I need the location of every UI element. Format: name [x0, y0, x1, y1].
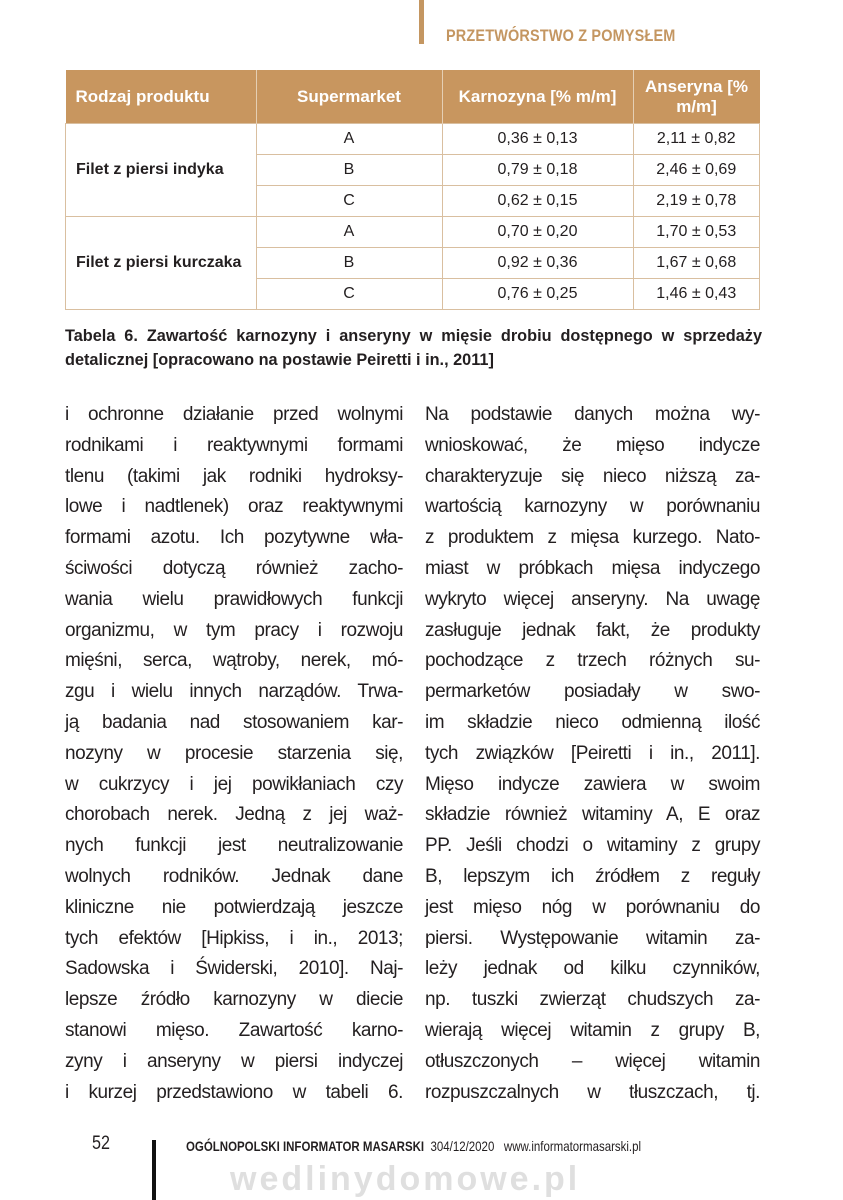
text-line: Mięso indycze zawiera w swoim [425, 773, 760, 795]
magazine-name: OGÓLNOPOLSKI INFORMATOR MASARSKI [186, 1138, 425, 1154]
col-header-supermarket: Supermarket [256, 70, 442, 124]
text-column-right [425, 400, 760, 1108]
text-line: wnioskować, że mięso indycze [425, 434, 760, 456]
footer [186, 1138, 641, 1154]
watermark: wedlinydomowe.pl [230, 1160, 581, 1198]
text-line: organizmu, w tym pracy i rozwoju [65, 619, 403, 641]
issue-number: 304/12/2020 [430, 1138, 495, 1154]
supermarket-cell: A [256, 124, 442, 155]
text-line: z produktem z mięsa kurzego. Nato- [425, 527, 760, 549]
supermarket-cell: B [256, 248, 442, 279]
text-line: wania wielu prawidłowych funkcji [65, 588, 403, 610]
magazine-url: www.informatormasarski.pl [503, 1138, 642, 1154]
text-line: otłuszczonych – więcej witamin [425, 1050, 760, 1072]
anseryna-cell: 1,70 ± 0,53 [633, 217, 760, 248]
text-line: np. tuszki zwierząt chudszych za- [425, 989, 760, 1011]
text-line: zgu i wielu innych narządów. Trwa- [65, 681, 403, 703]
karnozyna-cell: 0,79 ± 0,18 [442, 155, 633, 186]
text-line: piersi. Występowanie witamin za- [425, 927, 760, 949]
text-line: ją badania nad stosowaniem kar- [65, 711, 403, 733]
text-line: formami azotu. Ich pozytywne wła- [65, 527, 403, 549]
table-caption: Tabela 6. Zawartość karnozyny i anseryny w mięsie drobiu dostępnego w sprzedaży detalicznej [opracowano na postawie Peiretti i in., 2011] [65, 327, 762, 369]
karnozyna-cell: 0,92 ± 0,36 [442, 248, 633, 279]
text-line: kliniczne nie potwierdzają jeszcze [65, 896, 403, 918]
anseryna-cell: 2,19 ± 0,78 [633, 186, 760, 217]
footer-divider [152, 1140, 156, 1200]
col-header-product: Rodzaj produktu [66, 70, 257, 124]
text-line: zasługuje jednak fakt, że produkty [425, 619, 760, 641]
text-line: rozpuszczalnych w tłuszczach, tj. [425, 1081, 760, 1103]
text-line: mięśni, serca, wątroby, nerek, mó- [65, 650, 403, 672]
text-line: PP. Jeśli chodzi o witaminy z grupy [425, 835, 760, 857]
text-line: lowe i nadtlenek) oraz reaktywnymi [65, 496, 403, 518]
anseryna-cell: 2,11 ± 0,82 [633, 124, 760, 155]
text-line: i kurzej przedstawiono w tabeli 6. [65, 1081, 403, 1103]
page-number: 52 [92, 1133, 110, 1154]
data-table [65, 70, 760, 310]
text-line: wierają więcej witamin z grupy B, [425, 1019, 760, 1041]
table-row [66, 124, 760, 155]
text-line: Na podstawie danych można wy- [425, 404, 760, 425]
anseryna-cell: 2,46 ± 0,69 [633, 155, 760, 186]
text-line: charakteryzuje się nieco niższą za- [425, 465, 760, 487]
supermarket-cell: A [256, 217, 442, 248]
text-line: lepsze źródło karnozyny w diecie [65, 989, 403, 1011]
text-line: pochodzące z trzech różnych su- [425, 650, 760, 672]
text-column-left [65, 400, 403, 1108]
text-line: miast w próbkach mięsa indyczego [425, 557, 760, 579]
text-line: tych efektów [Hipkiss, i in., 2013; [65, 927, 403, 949]
text-line: i ochronne działanie przed wolnymi [65, 404, 403, 425]
table-row [66, 217, 760, 248]
text-line: rodnikami i reaktywnymi formami [65, 434, 403, 456]
text-line: ściwości dotyczą również zacho- [65, 557, 403, 579]
text-line: w cukrzycy i jej powikłaniach czy [65, 773, 403, 795]
col-header-karnozyna: Karnozyna [% m/m] [442, 70, 633, 124]
supermarket-cell: C [256, 279, 442, 310]
header-accent-bar [419, 0, 424, 44]
karnozyna-cell: 0,36 ± 0,13 [442, 124, 633, 155]
text-line: wolnych rodników. Jednak dane [65, 865, 403, 887]
text-line: nozyny w procesie starzenia się, [65, 742, 403, 764]
text-line: im składzie nieco odmienną ilość [425, 711, 760, 733]
text-line: permarketów posiadały w swo- [425, 681, 760, 703]
text-line: tlenu (takimi jak rodniki hydroksy- [65, 465, 403, 487]
text-line: wykryto więcej anseryny. Na uwagę [425, 588, 760, 610]
text-line: nych funkcji jest neutralizowanie [65, 835, 403, 857]
supermarket-cell: B [256, 155, 442, 186]
text-line: stanowi mięso. Zawartość karno- [65, 1019, 403, 1041]
text-line: jest mięso nóg w porównaniu do [425, 896, 760, 918]
section-title: PRZETWÓRSTWO Z POMYSŁEM [446, 26, 676, 45]
supermarket-cell: C [256, 186, 442, 217]
text-line: składzie również witaminy A, E oraz [425, 804, 760, 826]
text-line: chorobach nerek. Jedną z jej waż- [65, 804, 403, 826]
text-line: tych związków [Peiretti i in., 2011]. [425, 742, 760, 764]
text-line: Sadowska i Świderski, 2010]. Naj- [65, 958, 403, 980]
anseryna-cell: 1,46 ± 0,43 [633, 279, 760, 310]
karnozyna-cell: 0,70 ± 0,20 [442, 217, 633, 248]
text-line: B, lepszym ich źródłem z reguły [425, 865, 760, 887]
anseryna-cell: 1,67 ± 0,68 [633, 248, 760, 279]
col-header-anseryna: Anseryna [% m/m] [633, 70, 760, 124]
text-line: wartością karnozyny w porównaniu [425, 496, 760, 518]
karnozyna-cell: 0,76 ± 0,25 [442, 279, 633, 310]
text-line: leży jednak od kilku czynników, [425, 958, 760, 980]
karnozyna-cell: 0,62 ± 0,15 [442, 186, 633, 217]
text-line: zyny i anseryny w piersi indyczej [65, 1050, 403, 1072]
product-name-cell: Filet z piersi kurczaka [66, 217, 257, 310]
product-name-cell: Filet z piersi indyka [66, 124, 257, 217]
